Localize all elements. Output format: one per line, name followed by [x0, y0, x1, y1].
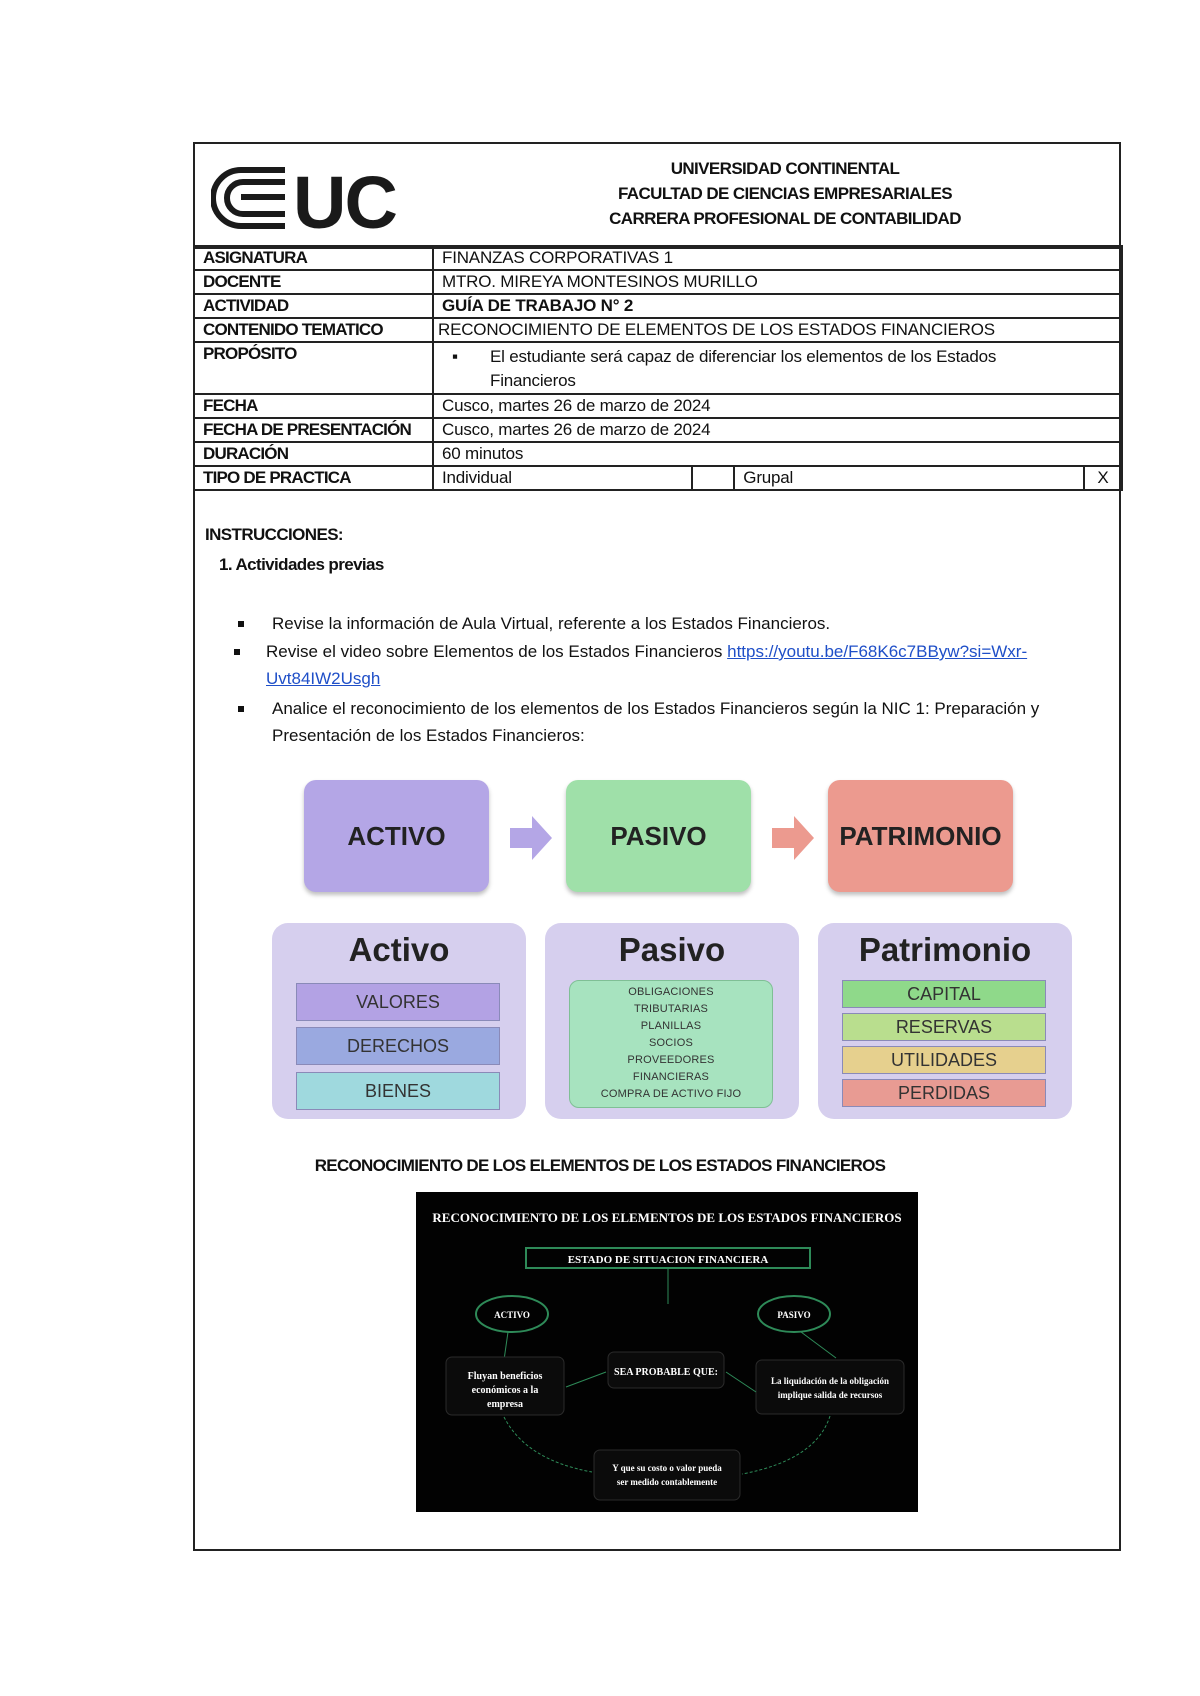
table-row — [194, 466, 1122, 490]
logo-text: UC — [293, 161, 396, 244]
list-item — [272, 695, 1112, 749]
institution-heading — [555, 156, 1015, 231]
bullet-text-cont: Presentación de los Estados Financieros: — [272, 726, 585, 745]
bottom-box — [594, 1450, 740, 1500]
list-item: VALORES — [296, 983, 500, 1021]
fecha-value: Cusco, martes 26 de marzo de 2024 — [433, 394, 1122, 418]
contenido-value: RECONOCIMIENTO DE ELEMENTOS DE LOS ESTADOS FINANCIEROS — [433, 318, 1122, 342]
header — [195, 144, 1119, 249]
individual-label: Individual — [433, 466, 692, 490]
recognition-diagram-image — [416, 1192, 918, 1512]
actividad-value: GUÍA DE TRABAJO N° 2 — [433, 294, 1122, 318]
pasivo-box: PASIVO — [566, 780, 751, 892]
row-label: FECHA — [194, 394, 433, 418]
pasivo-label: PASIVO — [777, 1310, 811, 1320]
list-item — [272, 610, 1112, 637]
recognition-diagram — [416, 1192, 918, 1512]
pasivo-panel — [545, 923, 799, 1119]
proposito-text: El estudiante será capaz de diferenciar los elementos de los Estados — [490, 347, 997, 366]
connector-line — [504, 1332, 508, 1360]
proposito-text-cont: Financieros — [490, 371, 576, 390]
list-item: FINANCIERAS — [632, 1071, 710, 1083]
row-label: FECHA DE PRESENTACIÓN — [194, 418, 433, 442]
activo-panel — [272, 923, 526, 1119]
list-item: COMPRA DE ACTIVO FIJO — [600, 1088, 742, 1100]
curved-connector — [504, 1417, 592, 1472]
list-item: SOCIOS — [649, 1037, 693, 1049]
arrow-right-icon — [772, 816, 814, 860]
right-box — [756, 1360, 904, 1414]
grupal-mark: X — [1084, 466, 1122, 490]
video-link-cont[interactable]: Uvt84IW2Usgh — [266, 669, 381, 688]
curved-connector — [742, 1416, 830, 1474]
arrow-right-icon — [510, 816, 552, 860]
row-label: ASIGNATURA — [194, 246, 433, 270]
bottom-box-text: ser medido contablemente — [616, 1477, 718, 1487]
table-row — [194, 418, 1122, 442]
bullet-text: Revise el video sobre Elementos de los Estados Financieros — [266, 642, 728, 661]
list-item: OBLIGACIONES — [628, 986, 714, 998]
uc-logo — [211, 161, 401, 244]
bullet-text: Revise la información de Aula Virtual, referente a los Estados Financieros. — [272, 614, 831, 633]
list-item: CAPITAL — [842, 980, 1046, 1008]
row-label: ACTIVIDAD — [194, 294, 433, 318]
left-box-text: económicos a la — [471, 1385, 539, 1396]
list-item: UTILIDADES — [842, 1046, 1046, 1074]
left-box-text: empresa — [487, 1399, 523, 1410]
probable-label: SEA PROBABLE QUE: — [614, 1367, 718, 1378]
activo-box: ACTIVO — [304, 780, 489, 892]
faculty-name: FACULTAD DE CIENCIAS EMPRESARIALES — [617, 184, 953, 203]
elements-diagram — [270, 780, 1080, 1120]
right-box-text: La liquidación de la obligación — [770, 1376, 890, 1386]
video-link[interactable]: https://youtu.be/F68K6c7BByw?si=Wxr- — [727, 642, 1028, 661]
bullet-icon — [238, 706, 244, 712]
list-item: RESERVAS — [842, 1013, 1046, 1041]
instructions-subtitle: 1. Actividades previas — [219, 555, 384, 574]
fecha-presentacion-value: Cusco, martes 26 de marzo de 2024 — [433, 418, 1122, 442]
list-item: BIENES — [296, 1072, 500, 1110]
table-row — [194, 318, 1122, 342]
career-name: CARRERA PROFESIONAL DE CONTABILIDAD — [609, 209, 961, 228]
list-item: PROVEEDORES — [627, 1054, 715, 1066]
left-box-text: Fluyan beneficios — [467, 1371, 543, 1382]
grupal-label: Grupal — [734, 466, 1084, 490]
section-title: RECONOCIMIENTO DE LOS ELEMENTOS DE LOS ESTADOS FINANCIEROS — [314, 1156, 886, 1175]
table-row — [194, 294, 1122, 318]
uc-logo-icon — [211, 166, 291, 230]
list-item — [266, 638, 1112, 692]
list-item: PLANILLAS — [640, 1020, 702, 1032]
pasivo-list — [569, 980, 773, 1108]
row-label: CONTENIDO TEMATICO — [194, 318, 433, 342]
table-row — [194, 246, 1122, 270]
duracion-value: 60 minutos — [433, 442, 1122, 466]
right-box-text: implique salida de recursos — [777, 1390, 883, 1400]
asignatura-value: FINANZAS CORPORATIVAS 1 — [433, 246, 1122, 270]
university-name: UNIVERSIDAD CONTINENTAL — [670, 159, 900, 178]
connector-line — [566, 1372, 606, 1387]
instructions-title: INSTRUCCIONES: — [205, 525, 343, 544]
bullet-icon: ▪ — [452, 347, 458, 366]
table-row — [194, 442, 1122, 466]
diagram-title: RECONOCIMIENTO DE LOS ELEMENTOS DE LOS ESTADOS FINANCIEROS — [432, 1210, 902, 1225]
list-item: TRIBUTARIAS — [633, 1003, 709, 1015]
bullet-icon — [238, 621, 244, 627]
panel-title: Patrimonio — [858, 931, 1032, 968]
patrimonio-panel — [818, 923, 1072, 1119]
panel-title: Pasivo — [618, 931, 726, 968]
bottom-box-text: Y que su costo o valor pueda — [612, 1463, 722, 1473]
connector-line — [801, 1332, 836, 1358]
proposito-value — [433, 342, 1122, 394]
panel-title: Activo — [348, 931, 450, 968]
row-label: TIPO DE PRACTICA — [194, 466, 433, 490]
list-item: PERDIDAS — [842, 1079, 1046, 1107]
list-item: DERECHOS — [296, 1027, 500, 1065]
docente-value: MTRO. MIREYA MONTESINOS MURILLO — [433, 270, 1122, 294]
estado-label: ESTADO DE SITUACION FINANCIERA — [567, 1254, 769, 1266]
row-label: DURACIÓN — [194, 442, 433, 466]
connector-line — [726, 1372, 756, 1392]
activo-label: ACTIVO — [494, 1310, 530, 1320]
bullet-icon — [234, 649, 240, 655]
row-label: PROPÓSITO — [194, 342, 433, 394]
bullet-text: Analice el reconocimiento de los elementos de los Estados Financieros según la NIC 1: Preparación y — [272, 699, 1040, 718]
patrimonio-box: PATRIMONIO — [828, 780, 1013, 892]
table-row — [194, 342, 1122, 394]
individual-mark — [692, 466, 734, 490]
table-row — [194, 270, 1122, 294]
info-table — [193, 245, 1123, 491]
row-label: DOCENTE — [194, 270, 433, 294]
table-row — [194, 394, 1122, 418]
